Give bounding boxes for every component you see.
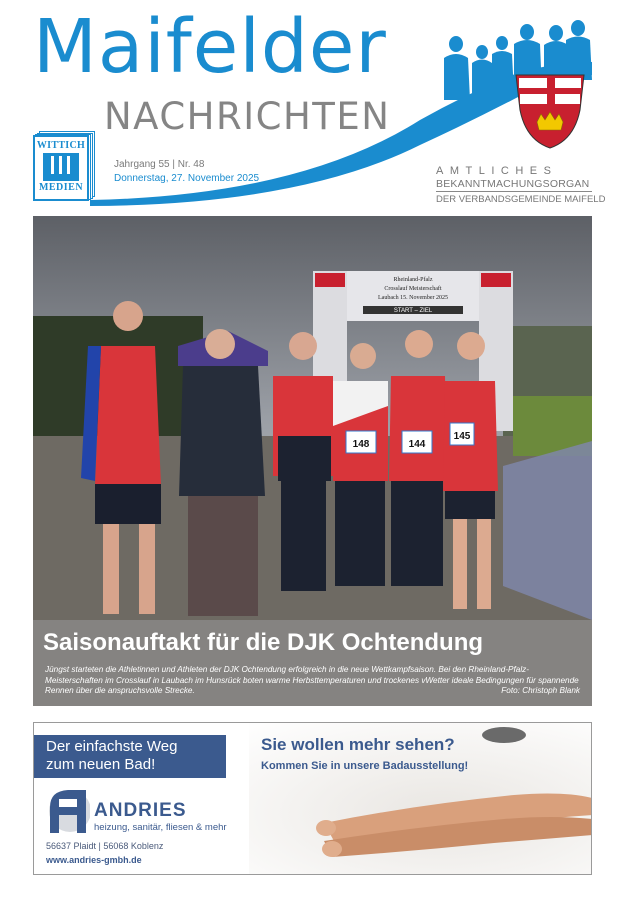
photo-credit: Foto: Christoph Blank [501,686,580,695]
ad-headline-box [34,735,226,778]
ad-brand-name: ANDRIES [94,800,187,821]
masthead [0,0,625,212]
w-logo-icon [43,153,79,181]
athletes-group-photo [33,216,592,620]
ad-promo-title: Sie wollen mehr sehen? [261,735,455,754]
andries-logo-icon [46,787,90,833]
svg-text:144: 144 [408,439,426,450]
logo-text-top: WITTICH [36,140,86,151]
ad-promo-subtitle: Kommen Sie in unsere Badausstellung! [261,760,469,772]
ad-address: 56637 Plaidt | 56068 Koblenz [46,841,164,851]
andries-advertisement[interactable] [33,722,592,875]
divider [436,191,592,192]
svg-text:Rheinland-Pfalz: Rheinland-Pfalz [393,277,433,283]
cover-photo [33,216,592,706]
issue-number: Jahrgang 55 | Nr. 48 [114,159,205,170]
wittich-medien-logo [33,135,93,205]
ad-headline-line2: zum neuen Bad! [46,756,156,773]
official-organ-label: BEKANNTMACHUNGSORGAN [436,178,590,190]
newspaper-title: Maifelder [33,4,387,90]
svg-text:Laubach 15. November 2025: Laubach 15. November 2025 [378,295,448,301]
ad-headline-line1: Der einfachste Weg [46,738,178,755]
coat-of-arms-icon [516,75,584,148]
svg-text:Crosslauf Meisterschaft: Crosslauf Meisterschaft [384,286,442,292]
logo-text-bottom: MEDIEN [38,182,84,193]
svg-text:148: 148 [352,439,370,450]
ad-brand-panel [34,723,249,874]
svg-text:145: 145 [453,431,471,442]
cover-text: Jüngst starteten die Athletinnen und Athleten der DJK Ochtendung erfolgreich in die neue Wettkampfsaison. Bei den Rheinland-Pfalz-Meisterschaften im Crosslauf in Laubach im Hunsrück boten warme Herbsttemperaturen und trockenes vWetter ideale Bedingungen für spannende Rennen über die anspruchsvolle Strecke. [45,665,579,695]
official-label: AMTLICHES [436,165,558,177]
issue-date: Donnerstag, 27. November 2025 [114,173,260,184]
newspaper-subtitle: NACHRICHTEN [104,95,391,138]
cover-headline: Saisonauftakt für die DJK Ochtendung [43,629,484,656]
municipality-label: DER VERBANDSGEMEINDE MAIFELD [436,194,606,205]
cover-caption [33,620,592,706]
ad-tagline: heizung, sanitär, fliesen & mehr [94,822,227,833]
svg-text:START – ZIEL: START – ZIEL [393,308,433,314]
ad-website-link[interactable]: www.andries-gmbh.de [46,855,142,865]
